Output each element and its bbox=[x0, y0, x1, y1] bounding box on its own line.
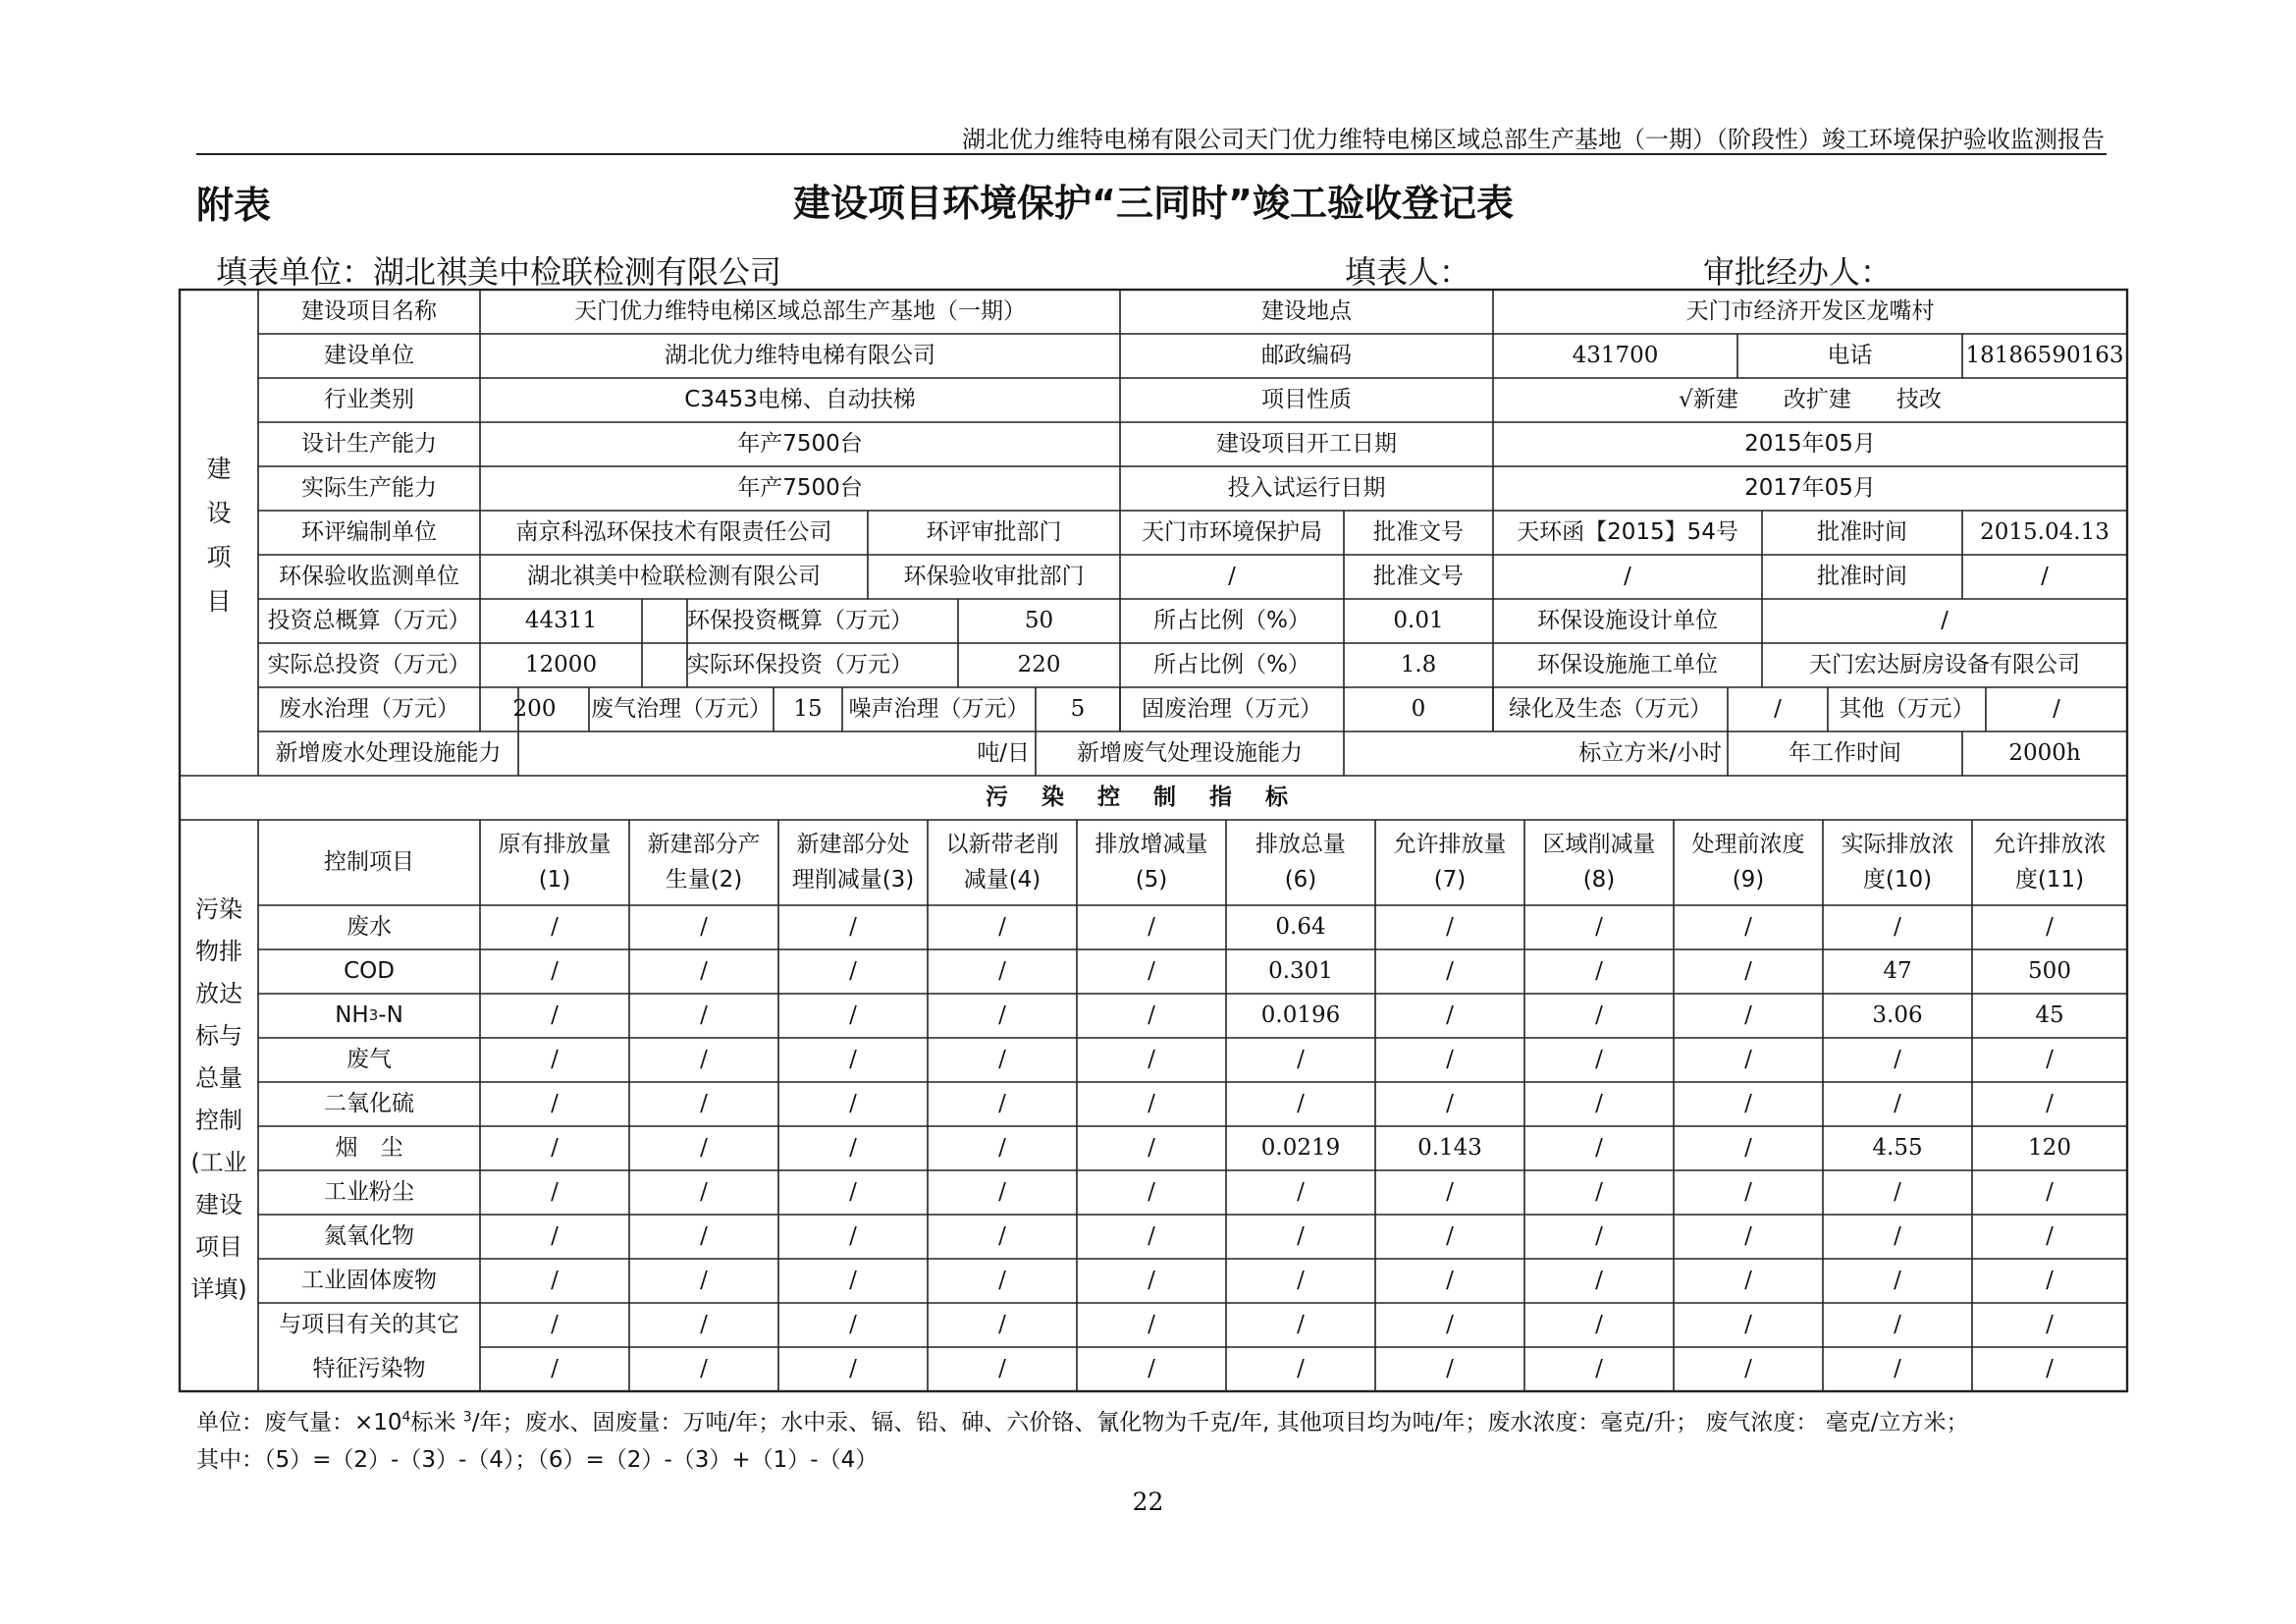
control-item-header: 控制项目 bbox=[324, 849, 414, 876]
pollution-row-item: 与项目有关的其它 bbox=[279, 1312, 459, 1338]
design-unit-label: 环保设施设计单位 bbox=[1537, 608, 1718, 634]
pollution-row-value: / bbox=[1148, 1091, 1155, 1117]
pollution-row-item: 特征污染物 bbox=[312, 1356, 426, 1382]
pollution-row-value: / bbox=[1595, 1356, 1603, 1382]
noise: 5 bbox=[1070, 696, 1086, 723]
pollution-row-value: 500 bbox=[2028, 958, 2071, 985]
pollution-row-value: / bbox=[1894, 1312, 1901, 1338]
pollution-row-value: / bbox=[1446, 1223, 1454, 1250]
pollution-row-value: / bbox=[700, 914, 708, 941]
solid: 0 bbox=[1411, 696, 1426, 723]
pollution-row-value: / bbox=[1744, 1002, 1752, 1029]
pollution-row-value: 0.0219 bbox=[1260, 1135, 1341, 1162]
trial-date-label: 投入试运行日期 bbox=[1227, 475, 1386, 502]
build-unit: 天门宏达厨房设备有限公司 bbox=[1809, 652, 2080, 678]
report-header: 湖北优力维特电梯有限公司天门优力维特电梯区域总部生产基地（一期）（阶段性）竣工环境保护验收监测报告 bbox=[962, 126, 2105, 153]
start-date-label: 建设项目开工日期 bbox=[1216, 431, 1397, 458]
work-time: 2000h bbox=[2008, 740, 2081, 767]
form-title: 建设项目环境保护“三同时”竣工验收登记表 bbox=[793, 182, 1514, 225]
industry-label: 行业类别 bbox=[324, 387, 414, 413]
pollution-row-value: / bbox=[849, 1091, 857, 1117]
pollution-row-value: / bbox=[1595, 1135, 1603, 1162]
eia-dept: 天门市环境保护局 bbox=[1142, 519, 1322, 546]
actual-env-invest-label: 实际环保投资（万元） bbox=[687, 652, 913, 678]
pollution-row-value: 47 bbox=[1883, 958, 1912, 985]
pollution-col-header-line: 理削减量(3) bbox=[791, 866, 915, 893]
pollution-col-header bbox=[1972, 820, 2127, 905]
pollution-row-value: / bbox=[998, 1223, 1006, 1250]
pollution-row-value: / bbox=[1297, 1091, 1305, 1117]
pollution-row-value: / bbox=[700, 1002, 708, 1029]
pollution-row-value: / bbox=[1446, 1268, 1454, 1294]
pollution-row-value: / bbox=[1595, 1047, 1603, 1073]
pollution-row-value: / bbox=[1148, 914, 1155, 941]
pollution-row-value: / bbox=[700, 1091, 708, 1117]
pollution-col-header bbox=[629, 820, 778, 905]
pollution-row-value: / bbox=[1894, 1091, 1901, 1117]
pollution-row-item: 废气 bbox=[347, 1047, 392, 1073]
pollution-row-value: / bbox=[700, 1223, 708, 1250]
phone-label: 电话 bbox=[1827, 343, 1873, 369]
pollution-row-value: / bbox=[849, 958, 857, 985]
design-capacity-label: 设计生产能力 bbox=[301, 431, 437, 458]
pollution-row-item: 废水 bbox=[347, 914, 392, 941]
pollution-row-value: / bbox=[998, 914, 1006, 941]
pollution-row-value: / bbox=[551, 1223, 559, 1250]
pollution-section-label: 污染 物排 放达 标与 总量 控制 (工业 建设 项目 详填) bbox=[190, 895, 247, 1303]
project-name: 天门优力维特电梯区域总部生产基地（一期） bbox=[574, 298, 1026, 325]
start-date: 2015年05月 bbox=[1744, 431, 1876, 458]
pollution-row-value: / bbox=[2046, 1091, 2054, 1117]
actual-capacity-label: 实际生产能力 bbox=[301, 475, 437, 502]
pollution-row-value: / bbox=[1894, 1047, 1901, 1073]
ratio-label: 所占比例（%） bbox=[1153, 608, 1310, 634]
pollution-row-value: / bbox=[1744, 1091, 1752, 1117]
pollution-col-header-line: (1) bbox=[538, 866, 571, 893]
pollution-row-value: / bbox=[1297, 1268, 1305, 1294]
units-note-sup-a: 4 bbox=[401, 1409, 411, 1426]
pollution-row-value: / bbox=[1297, 1312, 1305, 1338]
pollution-col-header-line: 允许排放量 bbox=[1393, 831, 1507, 857]
pollution-row-value: / bbox=[1595, 1268, 1603, 1294]
builder-label: 建设单位 bbox=[324, 343, 414, 369]
pollution-row-value: / bbox=[1894, 1356, 1901, 1382]
pollution-col-header-line: (6) bbox=[1284, 866, 1317, 893]
construction-section-label: 建 设 项 目 bbox=[206, 455, 232, 616]
pollution-row-item: COD bbox=[344, 958, 395, 985]
actual-capacity: 年产7500台 bbox=[737, 475, 863, 502]
pollution-col-header-line: 允许排放浓 bbox=[1993, 831, 2107, 857]
pollution-row-value: / bbox=[1446, 1356, 1454, 1382]
pollution-row-value: / bbox=[700, 1356, 708, 1382]
pollution-row-value: / bbox=[700, 1179, 708, 1206]
pollution-row-value: / bbox=[1595, 1091, 1603, 1117]
noise-label: 噪声治理（万元） bbox=[848, 696, 1030, 723]
approval-no-label: 批准文号 bbox=[1373, 519, 1464, 546]
pollution-row-value: / bbox=[1446, 1179, 1454, 1206]
pollution-row-value: / bbox=[849, 1047, 857, 1073]
pollution-col-header-line: 新建部分处 bbox=[796, 831, 910, 857]
pollution-col-header-line: 区域削减量 bbox=[1542, 831, 1656, 857]
design-unit: / bbox=[1941, 608, 1949, 634]
pollution-row-value: / bbox=[1894, 1223, 1901, 1250]
env-invest-label: 环保投资概算（万元） bbox=[687, 608, 913, 634]
pollution-row-value: / bbox=[551, 1268, 559, 1294]
other-label: 其他（万元） bbox=[1839, 696, 1975, 723]
pollution-row-value: / bbox=[998, 1002, 1006, 1029]
pollution-row-item: NH 3 -N bbox=[335, 1002, 403, 1029]
invest-total: 44311 bbox=[524, 608, 598, 634]
eia-dept-label: 环评审批部门 bbox=[926, 519, 1062, 546]
postcode-label: 邮政编码 bbox=[1261, 343, 1352, 369]
pollution-row-value: / bbox=[1297, 1223, 1305, 1250]
solid-label: 固废治理（万元） bbox=[1142, 696, 1322, 723]
pollution-row-value: / bbox=[2046, 1312, 2054, 1338]
nature-label: 项目性质 bbox=[1261, 387, 1352, 413]
pollution-col-header-line: 排放增减量 bbox=[1095, 831, 1208, 857]
location: 天门市经济开发区龙嘴村 bbox=[1685, 298, 1935, 325]
units-note-part-a: 单位：废气量：×10 bbox=[196, 1410, 402, 1435]
pollution-row-value: / bbox=[1446, 1047, 1454, 1073]
pollution-row-value: / bbox=[1894, 1179, 1901, 1206]
pollution-row-value: / bbox=[1446, 1002, 1454, 1029]
pollution-col-header-line: 实际排放浓 bbox=[1841, 831, 1954, 857]
pollution-row-value: / bbox=[1446, 914, 1454, 941]
wastegas: 15 bbox=[793, 696, 823, 723]
pollution-row-value: / bbox=[700, 1135, 708, 1162]
pollution-row-value: / bbox=[551, 958, 559, 985]
postcode: 431700 bbox=[1572, 343, 1659, 369]
new-gas-label: 新增废气处理设施能力 bbox=[1077, 740, 1303, 767]
pollution-col-header-line: 原有排放量 bbox=[498, 831, 612, 857]
pollution-row-value: / bbox=[1148, 958, 1155, 985]
pollution-col-header-line: 排放总量 bbox=[1255, 831, 1346, 857]
pollution-col-header bbox=[1077, 820, 1226, 905]
pollution-row-value: / bbox=[849, 1268, 857, 1294]
pollution-row-value: / bbox=[1446, 1091, 1454, 1117]
approval-no2: / bbox=[1624, 564, 1631, 590]
pollution-row-value: / bbox=[551, 1356, 559, 1382]
pollution-row-value: / bbox=[1595, 1179, 1603, 1206]
pollution-row-value: / bbox=[998, 1268, 1006, 1294]
pollution-row-value: / bbox=[998, 958, 1006, 985]
pollution-col-header bbox=[1674, 820, 1823, 905]
approval-no: 天环函【2015】54号 bbox=[1517, 519, 1738, 546]
pollution-row-value: / bbox=[1744, 1312, 1752, 1338]
pollution-row-value: / bbox=[1744, 958, 1752, 985]
filler-label: 填表人： bbox=[1345, 253, 1471, 291]
pollution-row-value: 0.301 bbox=[1268, 958, 1333, 985]
approval-time: 2015.04.13 bbox=[1980, 519, 2109, 546]
pollution-row-value: / bbox=[551, 1135, 559, 1162]
green: / bbox=[1774, 696, 1782, 723]
pollution-row-value: / bbox=[2046, 1356, 2054, 1382]
pollution-row-value: / bbox=[849, 1135, 857, 1162]
pollution-row-value: / bbox=[849, 1002, 857, 1029]
pollution-row-value: / bbox=[551, 1091, 559, 1117]
pollution-col-header bbox=[480, 820, 629, 905]
pollution-row-value: 0.143 bbox=[1417, 1135, 1482, 1162]
wastegas-label: 废气治理（万元） bbox=[591, 696, 772, 723]
pollution-row-value: / bbox=[998, 1356, 1006, 1382]
monitor-unit: 湖北祺美中检联检测有限公司 bbox=[527, 564, 821, 590]
ratio: 0.01 bbox=[1393, 608, 1444, 634]
pollution-row-value: / bbox=[1148, 1356, 1155, 1382]
pollution-row-value: / bbox=[551, 1047, 559, 1073]
units-note-part-c: /年；废水、固废量：万吨/年；水中汞、镉、铅、砷、六价铬、氰化物为千克/年, 其他项目均为吨/年；废水浓度：毫克/升； 废气浓度： 毫克/立方米； bbox=[471, 1410, 1969, 1435]
pollution-row-value: / bbox=[1148, 1223, 1155, 1250]
project-name-label: 建设项目名称 bbox=[301, 298, 437, 325]
pollution-row-value: / bbox=[1297, 1356, 1305, 1382]
approval-time2-label: 批准时间 bbox=[1817, 564, 1907, 590]
pollution-row-value: / bbox=[998, 1091, 1006, 1117]
trial-date: 2017年05月 bbox=[1744, 475, 1876, 502]
pollution-col-header-line: 度(11) bbox=[2014, 866, 2085, 893]
pollution-row-value: / bbox=[998, 1047, 1006, 1073]
pollution-col-header-line: (9) bbox=[1732, 866, 1765, 893]
subscript: 3 bbox=[368, 1006, 379, 1025]
units-note bbox=[196, 1404, 1968, 1436]
pollution-row-value: 0.0196 bbox=[1260, 1002, 1341, 1029]
nature: √新建 改扩建 技改 bbox=[1679, 387, 1942, 413]
actual-env-invest: 220 bbox=[1017, 652, 1061, 678]
other: / bbox=[2053, 696, 2060, 723]
pollution-row-value: / bbox=[1744, 1223, 1752, 1250]
pollution-col-header bbox=[1524, 820, 1674, 905]
pollution-row-value: 0.64 bbox=[1275, 914, 1326, 941]
pollution-row-value: / bbox=[849, 1179, 857, 1206]
pollution-col-header-line: 以新带老削 bbox=[945, 831, 1059, 857]
industry: C3453电梯、自动扶梯 bbox=[684, 387, 916, 413]
pollution-row-item: 工业固体废物 bbox=[301, 1268, 437, 1294]
pollution-col-header-line: (7) bbox=[1433, 866, 1467, 893]
pollution-row-value: / bbox=[551, 1312, 559, 1338]
pollution-col-header-line: 新建部分产 bbox=[647, 831, 761, 857]
pollution-row-value: / bbox=[2046, 1268, 2054, 1294]
design-capacity: 年产7500台 bbox=[737, 431, 863, 458]
wastewater-label: 废水治理（万元） bbox=[279, 696, 459, 723]
pollution-row-value: / bbox=[1148, 1179, 1155, 1206]
pollution-row-value: / bbox=[700, 1268, 708, 1294]
pollution-row-value: / bbox=[1744, 1179, 1752, 1206]
pollution-row-value: / bbox=[1148, 1312, 1155, 1338]
actual-invest-label: 实际总投资（万元） bbox=[267, 652, 471, 678]
pollution-row-value: / bbox=[1595, 958, 1603, 985]
acceptance-dept-label: 环保验收审批部门 bbox=[903, 564, 1085, 590]
pollution-row-value: / bbox=[1595, 1312, 1603, 1338]
ratio2: 1.8 bbox=[1400, 652, 1437, 678]
pollution-row-value: / bbox=[1446, 1312, 1454, 1338]
ratio2-label: 所占比例（%） bbox=[1153, 652, 1310, 678]
pollution-row-value: / bbox=[1446, 958, 1454, 985]
pollution-row-value: / bbox=[2046, 914, 2054, 941]
pollution-col-header-line: (8) bbox=[1582, 866, 1616, 893]
pollution-row-value: / bbox=[1894, 1268, 1901, 1294]
pollution-row-value: / bbox=[2046, 1047, 2054, 1073]
pollution-row-value: / bbox=[700, 1047, 708, 1073]
pollution-row-item: 二氧化硫 bbox=[324, 1091, 414, 1117]
pollution-row-value: / bbox=[551, 914, 559, 941]
pollution-row-value: / bbox=[998, 1179, 1006, 1206]
pollution-col-header bbox=[778, 820, 928, 905]
pollution-row-value: / bbox=[1744, 1135, 1752, 1162]
pollution-row-value: 4.55 bbox=[1872, 1135, 1923, 1162]
invest-total-label: 投资总概算（万元） bbox=[267, 608, 471, 634]
eia-unit: 南京科泓环保技术有限责任公司 bbox=[515, 519, 832, 546]
appendix-label: 附表 bbox=[196, 184, 272, 227]
units-note-part-b: 标米 bbox=[410, 1410, 456, 1435]
pollution-col-header bbox=[928, 820, 1077, 905]
pollution-row-item: 氮氧化物 bbox=[324, 1223, 414, 1250]
pollution-row-value: / bbox=[551, 1179, 559, 1206]
pollution-col-header-line: 减量(4) bbox=[963, 866, 1041, 893]
pollution-row-value: / bbox=[849, 1312, 857, 1338]
pollution-row-value: 120 bbox=[2028, 1135, 2071, 1162]
pollution-row-value: / bbox=[998, 1312, 1006, 1338]
pollution-col-header-line: 生量(2) bbox=[665, 866, 743, 893]
green-label: 绿化及生态（万元） bbox=[1509, 696, 1712, 723]
work-time-label: 年工作时间 bbox=[1789, 740, 1901, 767]
monitor-unit-label: 环保验收监测单位 bbox=[279, 564, 459, 590]
approval-time2: / bbox=[2041, 564, 2049, 590]
approver-label: 审批经办人： bbox=[1703, 253, 1893, 291]
pollution-row-value: / bbox=[849, 1223, 857, 1250]
pollution-row-value: / bbox=[700, 1312, 708, 1338]
pollution-row-value: / bbox=[1744, 1356, 1752, 1382]
pollution-row-value: 45 bbox=[2035, 1002, 2064, 1029]
pollution-row-value: / bbox=[1595, 1223, 1603, 1250]
pollution-col-header bbox=[1226, 820, 1375, 905]
pollution-row-value: / bbox=[1744, 1268, 1752, 1294]
pollution-row-value: / bbox=[2046, 1179, 2054, 1206]
pollution-control-banner: 污染控制指标 bbox=[986, 785, 1321, 811]
approval-no2-label: 批准文号 bbox=[1373, 564, 1464, 590]
pollution-row-value: / bbox=[1148, 1047, 1155, 1073]
actual-invest: 12000 bbox=[524, 652, 598, 678]
builder: 湖北优力维特电梯有限公司 bbox=[665, 343, 935, 369]
units-note-sup-b: 3 bbox=[462, 1409, 472, 1426]
pollution-row-value: / bbox=[1297, 1179, 1305, 1206]
formula-note: 其中：（5）=（2）-（3）-（4）；（6）=（2）-（3）+（1）-（4） bbox=[196, 1447, 879, 1473]
pollution-row-value: / bbox=[2046, 1223, 2054, 1250]
pollution-row-value: / bbox=[1894, 914, 1901, 941]
pollution-row-item: 工业粉尘 bbox=[324, 1179, 414, 1206]
new-ww-unit: 吨/日 bbox=[977, 740, 1030, 767]
acceptance-dept: / bbox=[1228, 564, 1236, 590]
phone: 18186590163 bbox=[1965, 343, 2124, 369]
pollution-col-header bbox=[1375, 820, 1524, 905]
pollution-row-value: / bbox=[1595, 914, 1603, 941]
filling-unit: 填表单位：湖北祺美中检联检测有限公司 bbox=[216, 253, 782, 291]
build-unit-label: 环保设施施工单位 bbox=[1537, 652, 1718, 678]
pollution-row-value: / bbox=[1744, 914, 1752, 941]
pollution-col-header bbox=[1823, 820, 1972, 905]
new-gas-unit: 标立方米/小时 bbox=[1578, 740, 1722, 767]
pollution-row-value: / bbox=[849, 914, 857, 941]
page-number: 22 bbox=[1132, 1488, 1164, 1516]
env-invest: 50 bbox=[1024, 608, 1054, 634]
pollution-col-header-line: 处理前浓度 bbox=[1691, 831, 1805, 857]
pollution-row-value: / bbox=[849, 1356, 857, 1382]
pollution-row-value: / bbox=[1744, 1047, 1752, 1073]
pollution-row-value: / bbox=[1148, 1002, 1155, 1029]
approval-time-label: 批准时间 bbox=[1817, 519, 1907, 546]
wastewater: 200 bbox=[512, 696, 557, 723]
pollution-row-value: / bbox=[551, 1002, 559, 1029]
pollution-row-value: / bbox=[1297, 1047, 1305, 1073]
pollution-row-item: 烟 尘 bbox=[335, 1135, 403, 1162]
eia-unit-label: 环评编制单位 bbox=[301, 519, 437, 546]
new-ww-label: 新增废水处理设施能力 bbox=[275, 740, 502, 767]
pollution-row-value: / bbox=[700, 958, 708, 985]
location-label: 建设地点 bbox=[1261, 298, 1352, 325]
pollution-row-value: 3.06 bbox=[1872, 1002, 1923, 1029]
pollution-col-header-line: (5) bbox=[1135, 866, 1168, 893]
pollution-col-header-line: 度(10) bbox=[1862, 866, 1933, 893]
pollution-row-value: / bbox=[998, 1135, 1006, 1162]
pollution-row-value: / bbox=[1595, 1002, 1603, 1029]
pollution-row-value: / bbox=[1148, 1268, 1155, 1294]
pollution-row-value: / bbox=[1148, 1135, 1155, 1162]
